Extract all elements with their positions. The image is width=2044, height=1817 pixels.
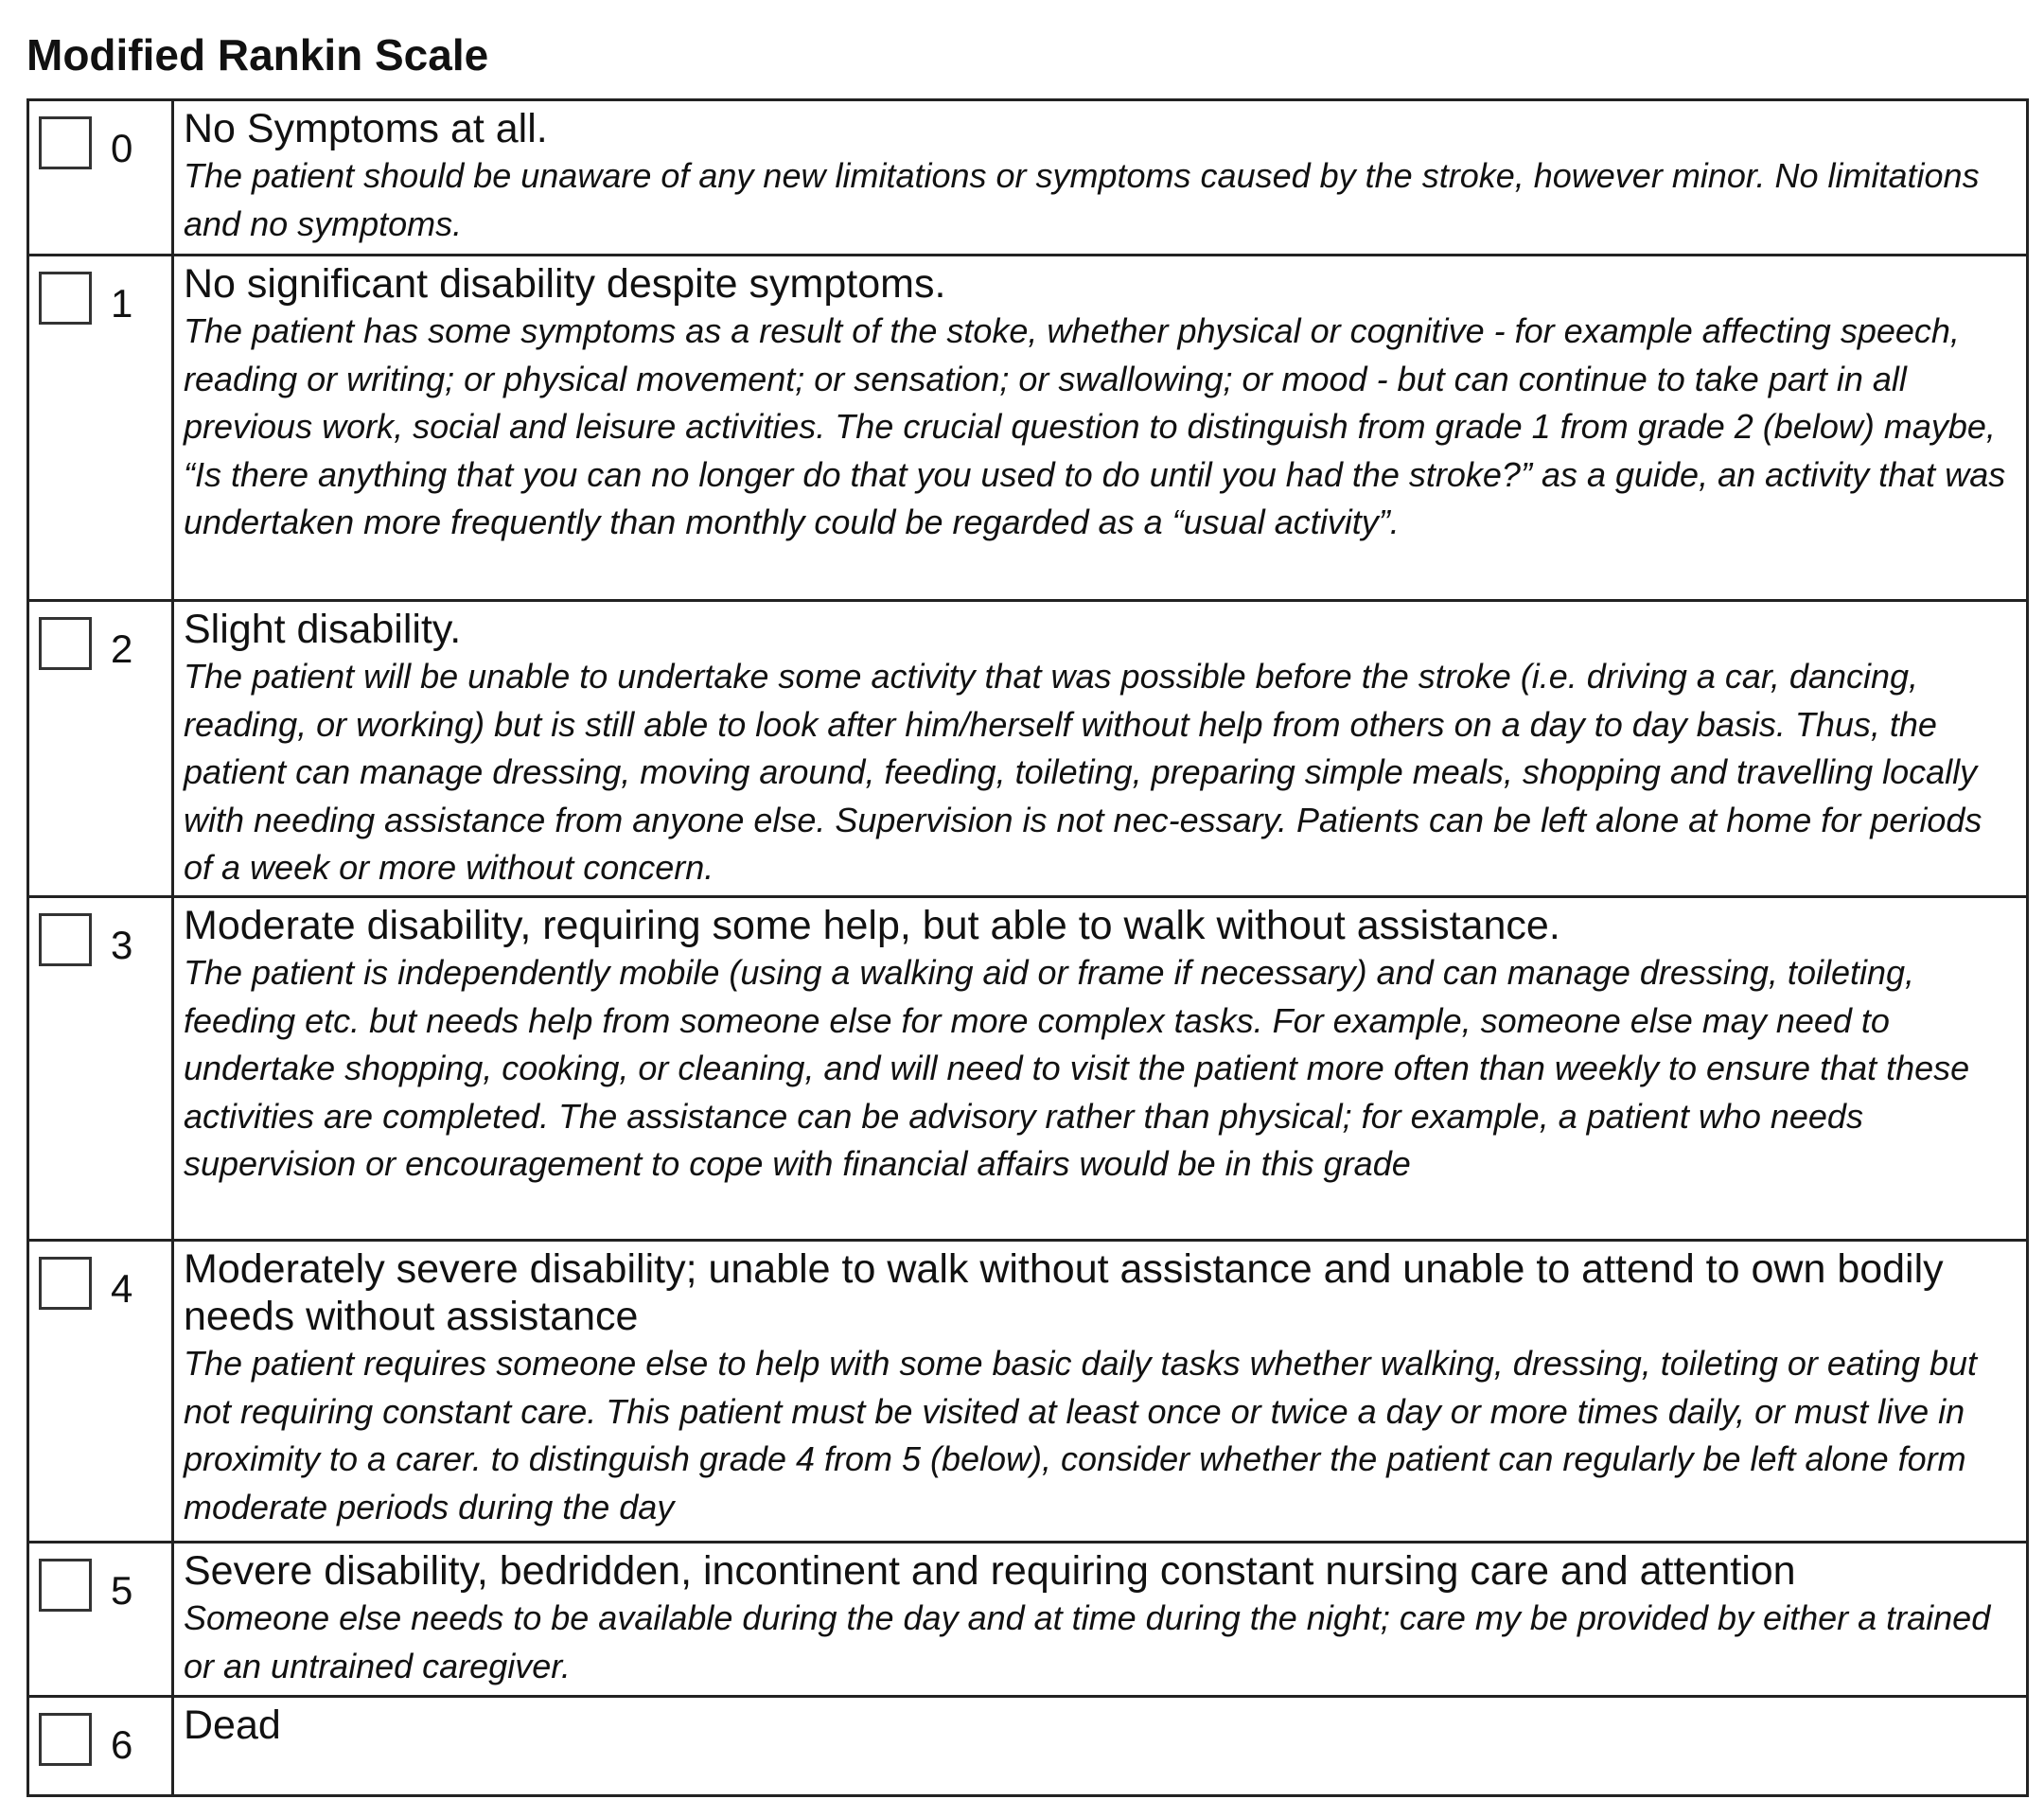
table-row-grade-2 <box>28 601 2028 897</box>
grade-selector-cell <box>28 1697 173 1796</box>
grade-1-checkbox[interactable] <box>39 272 92 325</box>
grade-description-cell <box>173 1697 2028 1796</box>
grade-detail: Someone else needs to be available during the day and at time during the night; care my be provided by either a trained or an untrained caregiver. <box>184 1598 1991 1685</box>
table-row-grade-4 <box>28 1241 2028 1543</box>
grade-description-cell <box>173 256 2028 601</box>
grade-description-cell <box>173 1543 2028 1697</box>
grade-detail: The patient is independently mobile (using a walking aid or frame if necessary) and can manage dressing, toileting, feeding etc. but needs help from someone else for more complex tasks. For example, someone else may need to undertake shopping, cooking, or cleaning, and will need to visit the patient more often than weekly to ensure that these activities are completed. The assistance can be advisory rather than physical; for example, a patient who needs supervision or encouragement to cope with financial affairs would be in this grade <box>184 953 1970 1183</box>
grade-6-checkbox[interactable] <box>39 1713 92 1766</box>
grade-heading: Severe disability, bedridden, incontinent and requiring constant nursing care and attention <box>184 1548 1796 1594</box>
grade-0-checkbox[interactable] <box>39 116 92 169</box>
grade-selector-cell <box>28 256 173 601</box>
grade-description-cell <box>173 1241 2028 1543</box>
table-row-grade-0 <box>28 100 2028 256</box>
grade-2-checkbox[interactable] <box>39 617 92 670</box>
table-row-grade-3 <box>28 897 2028 1241</box>
table-row-grade-5 <box>28 1543 2028 1697</box>
grade-selector-cell <box>28 897 173 1241</box>
grade-description-cell <box>173 601 2028 897</box>
grade-detail: The patient should be unaware of any new limitations or symptoms caused by the stroke, however minor. No limitations and no symptoms. <box>184 156 1980 243</box>
grade-selector-cell <box>28 1241 173 1543</box>
grade-selector-cell <box>28 601 173 897</box>
grade-heading: No Symptoms at all. <box>184 106 548 151</box>
grade-heading: Moderate disability, requiring some help, but able to walk without assistance. <box>184 903 1560 948</box>
grade-selector-cell <box>28 1543 173 1697</box>
grade-heading: Dead <box>184 1702 281 1748</box>
grade-number: 6 <box>111 1722 133 1767</box>
grade-description-cell <box>173 897 2028 1241</box>
grade-4-checkbox[interactable] <box>39 1257 92 1310</box>
grade-heading: Moderately severe disability; unable to walk without assistance and unable to attend to own bodily needs without assistance <box>184 1246 1944 1339</box>
grade-number: 2 <box>111 626 133 671</box>
grade-detail: The patient has some symptoms as a result of the stoke, whether physical or cognitive - for example affecting speech, reading or writing; or physical movement; or sensation; or swallowing; or mood - but can continue to take part in all previous work, social and leisure activities. The crucial question to distinguish from grade 1 from grade 2 (below) maybe, “Is there anything that you can no longer do that you used to do until you had the stroke?” as a guide, an activity that was undertaken more frequently than monthly could be regarded as a “usual activity”. <box>184 311 2006 541</box>
page-title: Modified Rankin Scale <box>26 30 489 79</box>
grade-3-checkbox[interactable] <box>39 913 92 966</box>
grade-description-cell <box>173 100 2028 256</box>
grade-heading: No significant disability despite symptoms. <box>184 261 946 307</box>
grade-detail: The patient will be unable to undertake some activity that was possible before the stroke (i.e. driving a car, dancing, reading, or working) but is still able to look after him/herself without help from others on a day to day basis. Thus, the patient can manage dressing, moving around, feeding, toileting, preparing simple meals, shopping and travelling locally with needing assistance from anyone else. Supervision is not nec-essary. Patients can be left alone at home for periods of a week or more without concern. <box>184 657 1982 887</box>
grade-heading: Slight disability. <box>184 607 462 652</box>
grade-selector-cell <box>28 100 173 256</box>
grade-number: 4 <box>111 1266 133 1311</box>
grade-number: 0 <box>111 126 133 170</box>
grade-5-checkbox[interactable] <box>39 1559 92 1612</box>
rankin-scale-table <box>26 98 2029 1797</box>
grade-detail: The patient requires someone else to help with some basic daily tasks whether walking, dressing, toileting or eating but not requiring constant care. This patient must be visited at least once or twice a day or more times daily, or must live in proximity to a carer. to distinguish grade 4 from 5 (below), consider whether the patient can regularly be left alone form moderate periods during the day <box>184 1344 1978 1526</box>
grade-number: 5 <box>111 1568 133 1613</box>
grade-number: 1 <box>111 281 133 326</box>
table-row-grade-6 <box>28 1697 2028 1796</box>
table-row-grade-1 <box>28 256 2028 601</box>
grade-number: 3 <box>111 923 133 967</box>
